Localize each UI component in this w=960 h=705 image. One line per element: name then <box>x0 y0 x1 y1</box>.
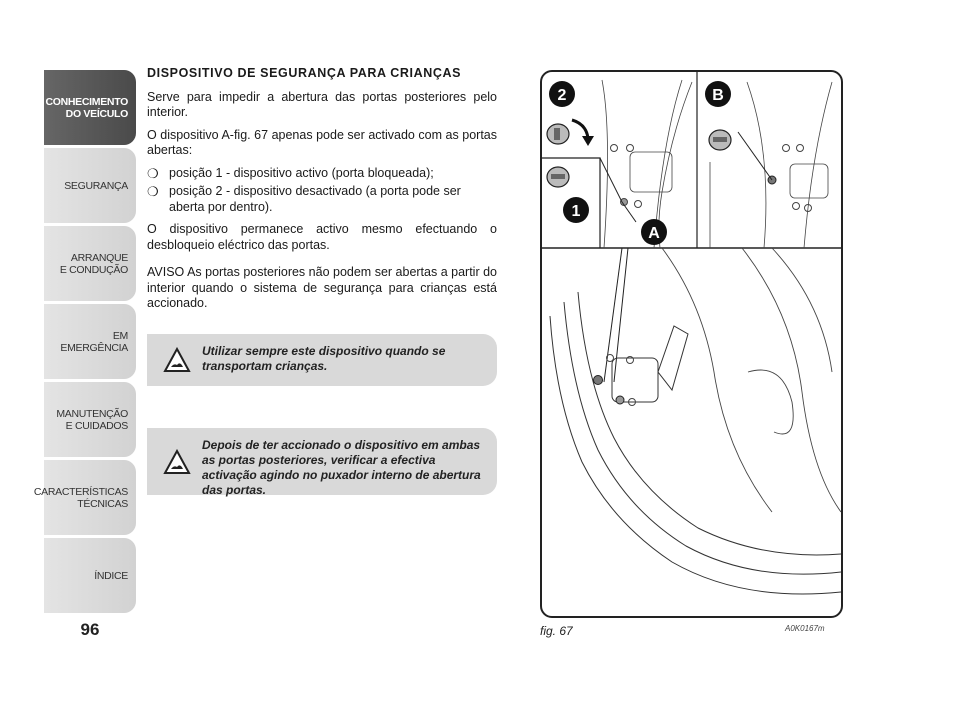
badge-1 <box>563 197 589 223</box>
badge-a <box>641 219 667 245</box>
tab-manutencao-e-cuidados[interactable] <box>44 382 136 457</box>
paragraph: AVISO As portas posteriores não podem ser abertas a partir do interior quando o sistema de segurança para crianças está accionado. <box>147 265 497 310</box>
warning-text: Utilizar sempre este dispositivo quando se transportam crianças. <box>202 344 446 373</box>
tab-conhecimento-do-veiculo[interactable] <box>44 70 136 145</box>
tab-label: CONHECIMENTO DO VEÍCULO <box>45 95 128 120</box>
paragraph: O dispositivo permanece activo mesmo efectuando o desbloqueio eléctrico das portas. <box>147 222 497 252</box>
door-lock-illustration <box>542 72 841 616</box>
list-item-text: posição 1 - dispositivo activo (porta bloqueada); <box>169 165 434 180</box>
tab-indice[interactable] <box>44 538 136 613</box>
warning-box <box>147 334 497 386</box>
figure-caption: fig. 67 <box>540 624 573 638</box>
warning-triangle-icon <box>163 449 191 475</box>
main-content <box>147 66 497 319</box>
tab-caracteristicas-tecnicas[interactable] <box>33 460 136 535</box>
paragraph: Serve para impedir a abertura das portas posteriores pelo interior. <box>147 89 497 119</box>
paragraph: O dispositivo A-fig. 67 apenas pode ser activado com as portas abertas: <box>147 127 497 157</box>
list-item <box>147 184 497 215</box>
badge-b <box>705 81 731 107</box>
warning-triangle-icon <box>163 347 191 373</box>
svg-text:A: A <box>648 225 660 242</box>
warning-text: Depois de ter accionado o dispositivo em ambas as portas posteriores, verificar a efectiva activação agindo no puxador interno de abertura das portas. <box>202 438 481 497</box>
tab-label: CARACTERÍSTICAS TÉCNICAS <box>33 485 128 510</box>
page-number: 96 <box>80 620 100 639</box>
svg-text:B: B <box>712 87 724 104</box>
tab-label: EM EMERGÊNCIA <box>60 329 128 354</box>
badge-2 <box>549 81 575 107</box>
figure-code: A0K0167m <box>785 624 825 633</box>
tab-seguranca[interactable] <box>44 148 136 223</box>
figure-frame <box>540 70 843 618</box>
tab-label: ARRANQUE E CONDUÇÃO <box>59 251 128 276</box>
tab-label: ÍNDICE <box>94 569 128 582</box>
tab-label: MANUTENÇÃO E CUIDADOS <box>56 407 128 432</box>
list-item <box>147 166 497 182</box>
svg-text:1: 1 <box>571 203 581 220</box>
bullet-list <box>147 166 497 216</box>
list-item-text: posição 2 - dispositivo desactivado (a porta pode ser aberta por dentro). <box>169 184 461 214</box>
section-title: DISPOSITIVO DE SEGURANÇA PARA CRIANÇAS <box>147 66 462 80</box>
tab-label: SEGURANÇA <box>64 179 128 192</box>
bullet-icon: ❍ <box>147 184 159 199</box>
warning-box <box>147 428 497 495</box>
chapter-sidebar <box>33 70 136 616</box>
svg-text:2: 2 <box>557 87 567 104</box>
bullet-icon: ❍ <box>147 165 159 181</box>
tab-arranque-e-conducao[interactable] <box>44 226 136 301</box>
tab-em-emergencia[interactable] <box>44 304 136 379</box>
